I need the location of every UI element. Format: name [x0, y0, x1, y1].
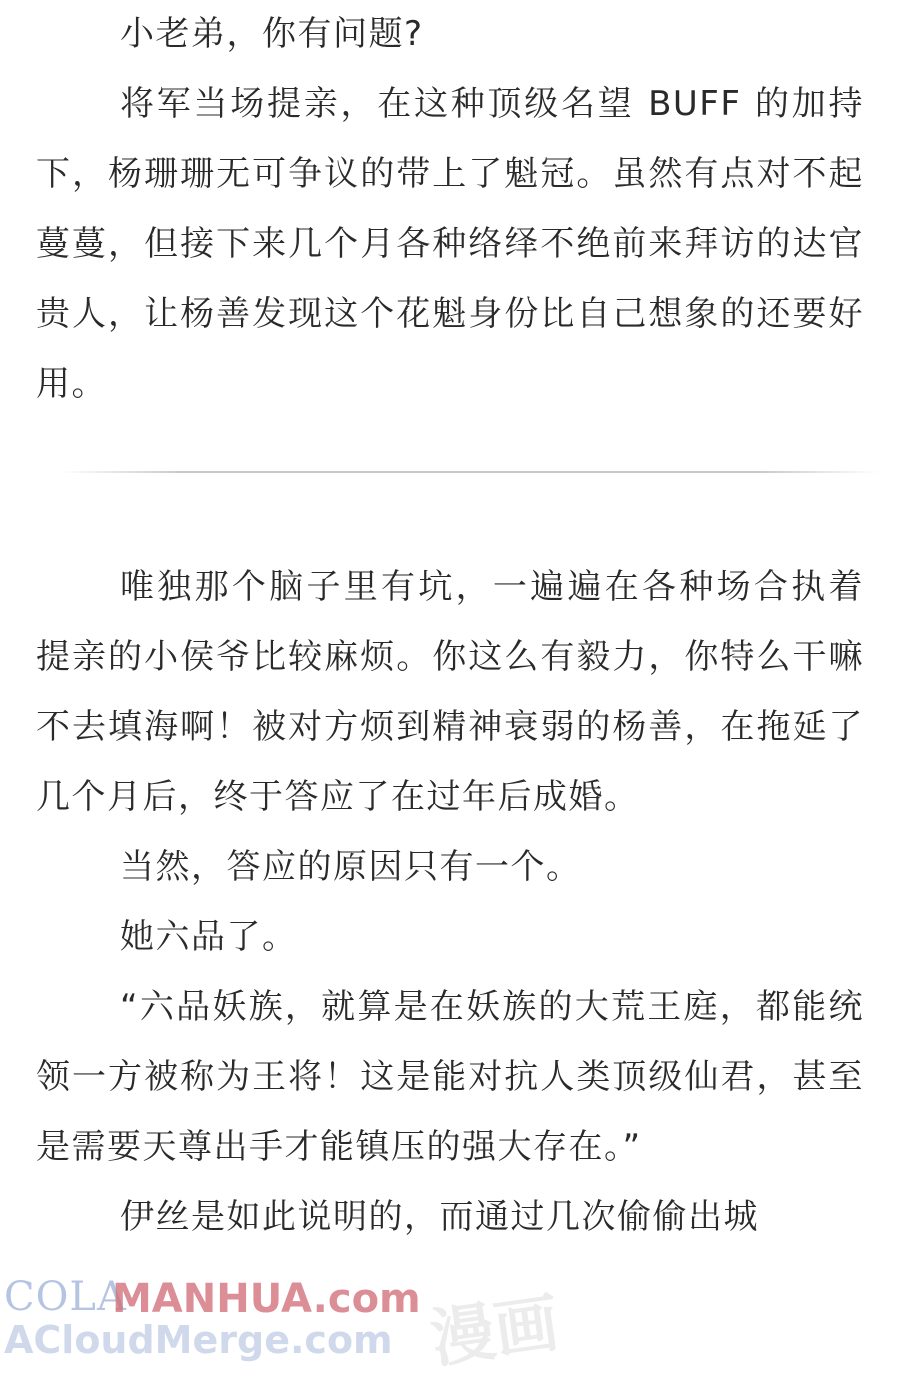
watermark-manhua: MANHUA.com: [112, 1276, 421, 1322]
text-block-top: [36, 0, 864, 419]
text-block-bottom: [36, 552, 864, 1252]
watermark-brand: 漫画: [426, 1286, 564, 1378]
watermark-cola: COLA: [4, 1274, 127, 1320]
paragraph: 她六品了。: [120, 917, 298, 957]
paragraph: 唯独那个脑子里有坑，一遍遍在各种场合执着提亲的小侯爷比较麻烦。你这么有毅力，你特么干嘛不去填海啊！被对方烦到精神衰弱的杨善，在拖延了几个月后，终于答应了在过年后成婚。: [36, 567, 864, 817]
paragraph: 伊丝是如此说明的，而通过几次偷偷出城: [120, 1197, 759, 1237]
paragraph: 小老弟，你有问题?: [120, 14, 424, 54]
watermark-acloud: ACloudMerge.com: [4, 1318, 393, 1362]
section-divider: [60, 471, 880, 473]
paragraph: 将军当场提亲，在这种顶级名望 BUFF 的加持下，杨珊珊无可争议的带上了魁冠。虽然有点对不起蔓蔓，但接下来几个月各种络绎不绝前来拜访的达官贵人，让杨善发现这个花魁身份比自己想象的还要好用。: [36, 84, 864, 404]
watermark: [0, 1272, 900, 1378]
paragraph: 当然，答应的原因只有一个。: [120, 847, 582, 887]
paragraph: “六品妖族，就算是在妖族的大荒王庭，都能统领一方被称为王将！这是能对抗人类顶级仙君，甚至是需要天尊出手才能镇压的强大存在。”: [36, 987, 864, 1167]
